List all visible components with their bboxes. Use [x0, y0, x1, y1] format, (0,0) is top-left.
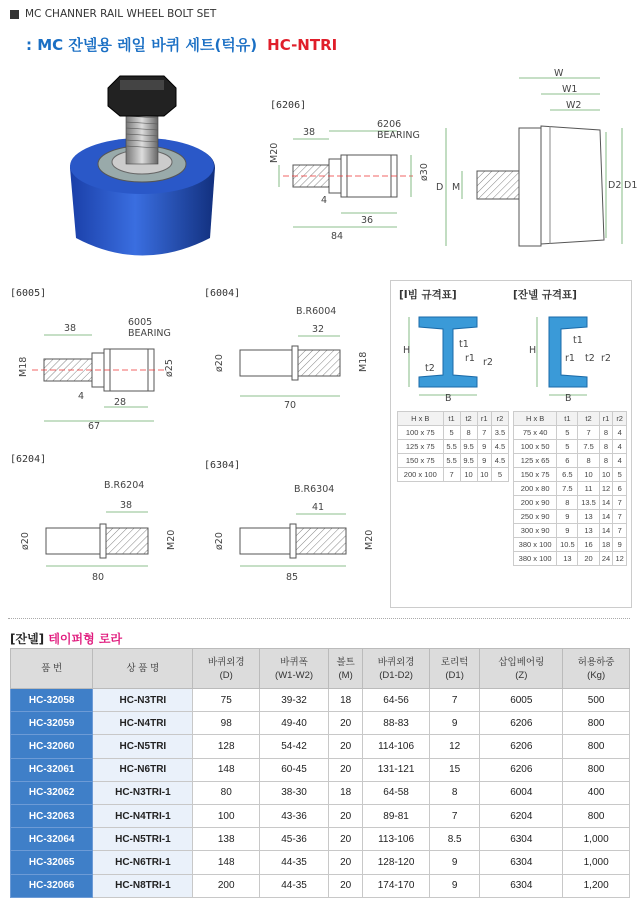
dim-6005-b: 4: [78, 391, 85, 402]
dim-6206-b: 4: [321, 195, 328, 206]
channel-cell: 13: [578, 524, 599, 538]
page-title-code: HC-NTRI: [267, 36, 338, 54]
channel-col-1: t1: [557, 412, 578, 426]
product-cell: 8.5: [429, 828, 479, 851]
ibeam-label-r2: r2: [483, 357, 493, 368]
channel-cell: 14: [599, 496, 613, 510]
dim-6304-c: M20: [364, 529, 375, 550]
channel-cell: 8: [599, 426, 613, 440]
drawing-6304: [200, 476, 385, 586]
product-cell: 6004: [480, 781, 563, 804]
channel-row: [514, 510, 627, 524]
section-divider: [8, 618, 630, 619]
bearing-6204: B.R6204: [104, 480, 145, 491]
ibeam-diagram: [399, 305, 509, 404]
product-cell: 44-35: [260, 851, 329, 874]
product-name: HC-N5TRI-1: [93, 828, 193, 851]
ibeam-cell: 4.5: [491, 440, 508, 454]
channel-cell: 7: [613, 496, 627, 510]
channel-row: [514, 482, 627, 496]
channel-spec-table: [513, 411, 627, 566]
ibeam-row: [398, 468, 509, 482]
drawing-6005-label: [6005]: [10, 288, 47, 299]
bearing-d6005-line-0: 6005: [128, 317, 153, 328]
ibeam-cell: 5: [443, 426, 460, 440]
ibeam-cell: 4.5: [491, 454, 508, 468]
ibeam-spec-table: [397, 411, 509, 482]
dim-6005-d: 67: [88, 421, 101, 432]
channel-cell: 9: [557, 524, 578, 538]
product-col-4: 볼트 (M): [329, 649, 363, 689]
bearing-d6206-line-0: 6206: [377, 119, 402, 130]
section-title-text: 테이퍼형 로라: [44, 632, 123, 646]
channel-cell: 4: [613, 426, 627, 440]
dim-side-d1: D1: [624, 180, 638, 191]
channel-spec-title: [잔넬 규격표]: [513, 289, 577, 301]
drawing-6304-label: [6304]: [204, 460, 241, 471]
dim-6304-d: 85: [286, 572, 299, 583]
channel-cell: 8: [578, 454, 599, 468]
drawing-6206-label: [6206]: [270, 100, 307, 111]
channel-cell: 6: [613, 482, 627, 496]
channel-cell: 125 x 65: [514, 454, 557, 468]
channel-cell: 7: [578, 426, 599, 440]
product-name: HC-N3TRI: [93, 689, 193, 712]
product-name: HC-N3TRI-1: [93, 781, 193, 804]
product-cell: 9: [429, 851, 479, 874]
channel-label-r1: r1: [565, 353, 575, 364]
channel-col-2: t2: [578, 412, 599, 426]
dim-6004-d: 70: [284, 400, 297, 411]
wheel-photo: [60, 68, 225, 268]
ibeam-cell: 100 x 75: [398, 426, 444, 440]
bearing-d6206-line-1: BEARING: [377, 130, 420, 141]
dim-6204-b: ø20: [20, 532, 31, 550]
bearing-d6005-line-1: BEARING: [128, 328, 171, 339]
drawing-side-view: [432, 68, 638, 258]
channel-cell: 4: [613, 440, 627, 454]
bearing-6005: [128, 317, 171, 339]
product-cell: 64-56: [363, 689, 430, 712]
ibeam-spec-title: [I빔 규격표]: [399, 289, 457, 301]
channel-cell: 380 x 100: [514, 538, 557, 552]
channel-row: [514, 538, 627, 552]
dim-6005-m: M18: [18, 356, 29, 377]
product-row: [11, 828, 630, 851]
section-title: [10, 630, 122, 647]
product-cell: 174-170: [363, 874, 430, 897]
product-cell: 113-106: [363, 828, 430, 851]
product-code: HC-32064: [11, 828, 93, 851]
product-code: HC-32061: [11, 758, 93, 781]
channel-cell: 18: [599, 538, 613, 552]
product-cell: 89-81: [363, 804, 430, 827]
channel-cell: 200 x 80: [514, 482, 557, 496]
product-row: [11, 781, 630, 804]
product-code: HC-32059: [11, 712, 93, 735]
dim-6304-b: ø20: [214, 532, 225, 550]
product-cell: 88-83: [363, 712, 430, 735]
product-cell: 39-32: [260, 689, 329, 712]
product-cell: 43-36: [260, 804, 329, 827]
product-row: [11, 851, 630, 874]
channel-cell: 10: [599, 468, 613, 482]
ibeam-label-t2: t2: [425, 363, 435, 374]
product-cell: 80: [193, 781, 260, 804]
ibeam-col-4: r2: [491, 412, 508, 426]
channel-cell: 75 x 40: [514, 426, 557, 440]
channel-col-3: r1: [599, 412, 613, 426]
channel-cell: 150 x 75: [514, 468, 557, 482]
product-cell: 45-36: [260, 828, 329, 851]
product-cell: 20: [329, 851, 363, 874]
product-cell: 148: [193, 851, 260, 874]
channel-cell: 10: [578, 468, 599, 482]
product-cell: 800: [563, 804, 630, 827]
channel-cell: 9: [613, 538, 627, 552]
ibeam-cell: 125 x 75: [398, 440, 444, 454]
product-cell: 500: [563, 689, 630, 712]
channel-cell: 7.5: [557, 482, 578, 496]
channel-label-h: H: [529, 345, 537, 356]
product-cell: 98: [193, 712, 260, 735]
product-row: [11, 804, 630, 827]
channel-diagram: [515, 305, 625, 404]
product-table: [10, 648, 630, 898]
product-cell: 20: [329, 712, 363, 735]
product-col-7: 삽입베어링 (Z): [480, 649, 563, 689]
header-subtitle: MC CHANNER RAIL WHEEL BOLT SET: [25, 8, 217, 20]
ibeam-col-2: t2: [460, 412, 477, 426]
product-col-2: 바퀴외경 (D): [193, 649, 260, 689]
ibeam-cell: 9: [477, 454, 491, 468]
ibeam-col-1: t1: [443, 412, 460, 426]
channel-cell: 6.5: [557, 468, 578, 482]
dim-6206-e: ø30: [419, 163, 430, 181]
product-code: HC-32066: [11, 874, 93, 897]
bearing-6004: B.R6004: [296, 306, 337, 317]
channel-row: [514, 552, 627, 566]
channel-row: [514, 454, 627, 468]
channel-row: [514, 468, 627, 482]
channel-cell: 100 x 50: [514, 440, 557, 454]
product-cell: 6005: [480, 689, 563, 712]
channel-label-t1: t1: [573, 335, 583, 346]
product-cell: 148: [193, 758, 260, 781]
ibeam-cell: 3.5: [491, 426, 508, 440]
bearing-6206-line1: [377, 119, 420, 141]
ibeam-row: [398, 454, 509, 468]
channel-cell: 8: [599, 440, 613, 454]
product-cell: 9: [429, 874, 479, 897]
product-cell: 138: [193, 828, 260, 851]
ibeam-cell: 200 x 100: [398, 468, 444, 482]
product-cell: 64-58: [363, 781, 430, 804]
product-col-6: 로리턱 (D1): [429, 649, 479, 689]
dim-6004-c: M18: [358, 351, 369, 372]
channel-label-r2: r2: [601, 353, 611, 364]
product-name: HC-N6TRI-1: [93, 851, 193, 874]
dim-6005-e: ø25: [164, 359, 175, 377]
product-name: HC-N4TRI: [93, 712, 193, 735]
channel-cell: 300 x 90: [514, 524, 557, 538]
product-cell: 7: [429, 689, 479, 712]
ibeam-cell: 10: [477, 468, 491, 482]
product-cell: 49-40: [260, 712, 329, 735]
channel-col-4: r2: [613, 412, 627, 426]
product-cell: 7: [429, 804, 479, 827]
drawing-6204-label: [6204]: [10, 454, 47, 465]
product-cell: 800: [563, 758, 630, 781]
product-cell: 6206: [480, 758, 563, 781]
page-title-text: : MC 잔넬용 레일 바퀴 세트(턱유): [26, 36, 258, 54]
product-row: [11, 758, 630, 781]
ibeam-cell: 7: [443, 468, 460, 482]
product-cell: 60-45: [260, 758, 329, 781]
product-cell: 6206: [480, 712, 563, 735]
product-cell: 20: [329, 828, 363, 851]
product-cell: 100: [193, 804, 260, 827]
product-code: HC-32065: [11, 851, 93, 874]
product-cell: 44-35: [260, 874, 329, 897]
product-cell: 18: [329, 689, 363, 712]
ibeam-cell: 9.5: [460, 440, 477, 454]
product-cell: 128: [193, 735, 260, 758]
channel-cell: 380 x 100: [514, 552, 557, 566]
ibeam-cell: 9.5: [460, 454, 477, 468]
product-name: HC-N8TRI-1: [93, 874, 193, 897]
dim-6204-d: 80: [92, 572, 105, 583]
product-cell: 114-106: [363, 735, 430, 758]
product-cell: 9: [429, 712, 479, 735]
channel-cell: 7.5: [578, 440, 599, 454]
ibeam-cell: 8: [460, 426, 477, 440]
channel-cell: 7: [613, 524, 627, 538]
channel-cell: 8: [599, 454, 613, 468]
drawing-6005: [8, 305, 208, 430]
product-row: [11, 712, 630, 735]
ibeam-label-b: B: [445, 393, 452, 404]
dim-6206-m: M20: [269, 142, 280, 163]
product-cell: 20: [329, 874, 363, 897]
channel-cell: 14: [599, 524, 613, 538]
product-col-3: 바퀴폭 (W1-W2): [260, 649, 329, 689]
ibeam-cell: 9: [477, 440, 491, 454]
product-cell: 18: [329, 781, 363, 804]
product-cell: 38-30: [260, 781, 329, 804]
header-subtitle-row: [10, 8, 216, 20]
channel-cell: 10.5: [557, 538, 578, 552]
dim-side-m: M: [452, 182, 461, 193]
product-cell: 1,000: [563, 851, 630, 874]
spec-tables-panel: [390, 280, 632, 608]
product-col-8: 허용하중 (Kg): [563, 649, 630, 689]
ibeam-row: [398, 426, 509, 440]
ibeam-cell: 5.5: [443, 454, 460, 468]
product-cell: 6204: [480, 804, 563, 827]
product-cell: 6304: [480, 851, 563, 874]
channel-cell: 20: [578, 552, 599, 566]
product-cell: 1,000: [563, 828, 630, 851]
dim-side-w2: W2: [566, 100, 582, 111]
channel-cell: 16: [578, 538, 599, 552]
product-cell: 400: [563, 781, 630, 804]
channel-label-b: B: [565, 393, 572, 404]
product-cell: 800: [563, 712, 630, 735]
product-col-1: 상 품 명: [93, 649, 193, 689]
channel-row: [514, 426, 627, 440]
product-col-0: 품 번: [11, 649, 93, 689]
dim-6206-d: 84: [331, 231, 344, 242]
product-col-5: 바퀴외경 (D1-D2): [363, 649, 430, 689]
channel-cell: 250 x 90: [514, 510, 557, 524]
ibeam-row: [398, 440, 509, 454]
channel-cell: 14: [599, 510, 613, 524]
product-row: [11, 689, 630, 712]
ibeam-col-3: r1: [477, 412, 491, 426]
product-cell: 6304: [480, 874, 563, 897]
channel-cell: 200 x 90: [514, 496, 557, 510]
product-cell: 128-120: [363, 851, 430, 874]
bearing-6304: B.R6304: [294, 484, 335, 495]
channel-row: [514, 524, 627, 538]
product-name: HC-N4TRI-1: [93, 804, 193, 827]
channel-cell: 12: [613, 552, 627, 566]
product-cell: 20: [329, 804, 363, 827]
ibeam-cell: 7: [477, 426, 491, 440]
channel-col-0: H x B: [514, 412, 557, 426]
ibeam-label-h: H: [403, 345, 411, 356]
product-cell: 20: [329, 735, 363, 758]
dim-6005-c: 28: [114, 397, 127, 408]
product-cell: 200: [193, 874, 260, 897]
product-code: HC-32060: [11, 735, 93, 758]
ibeam-cell: 150 x 75: [398, 454, 444, 468]
page-title: [26, 34, 337, 55]
channel-cell: 5: [613, 468, 627, 482]
channel-cell: 13.5: [578, 496, 599, 510]
channel-row: [514, 440, 627, 454]
product-cell: 75: [193, 689, 260, 712]
product-name: HC-N5TRI: [93, 735, 193, 758]
dim-6204-c: M20: [166, 529, 177, 550]
product-row: [11, 874, 630, 897]
product-cell: 6304: [480, 828, 563, 851]
dim-6206-c: 36: [361, 215, 374, 226]
channel-cell: 5: [557, 426, 578, 440]
ibeam-label-t1: t1: [459, 339, 469, 350]
ibeam-cell: 10: [460, 468, 477, 482]
channel-cell: 5: [557, 440, 578, 454]
product-cell: 8: [429, 781, 479, 804]
channel-cell: 12: [599, 482, 613, 496]
dim-6204-a: 38: [120, 500, 133, 511]
dim-6005-a: 38: [64, 323, 77, 334]
dim-6206-bearing: [377, 119, 420, 141]
product-name: HC-N6TRI: [93, 758, 193, 781]
product-cell: 12: [429, 735, 479, 758]
drawing-6204: [8, 470, 193, 590]
dim-6004-b: ø20: [214, 354, 225, 372]
ibeam-cell: 5: [491, 468, 508, 482]
product-code: HC-32063: [11, 804, 93, 827]
product-cell: 20: [329, 758, 363, 781]
product-cell: 6206: [480, 735, 563, 758]
ibeam-label-r1: r1: [465, 353, 475, 364]
ibeam-cell: 5.5: [443, 440, 460, 454]
channel-cell: 11: [578, 482, 599, 496]
channel-row: [514, 496, 627, 510]
product-code: HC-32062: [11, 781, 93, 804]
channel-cell: 24: [599, 552, 613, 566]
drawing-6004-label: [6004]: [204, 288, 241, 299]
product-cell: 131-121: [363, 758, 430, 781]
dim-side-w: W: [554, 68, 564, 79]
channel-cell: 7: [613, 510, 627, 524]
dim-side-d2: D2: [608, 180, 622, 191]
dim-6206-a: 38: [303, 127, 316, 138]
product-cell: 15: [429, 758, 479, 781]
channel-cell: 13: [557, 552, 578, 566]
channel-cell: 6: [557, 454, 578, 468]
square-bullet-icon: [10, 10, 19, 19]
ibeam-col-0: H x B: [398, 412, 444, 426]
dim-side-w1: W1: [562, 84, 578, 95]
channel-cell: 13: [578, 510, 599, 524]
product-cell: 1,200: [563, 874, 630, 897]
dim-side-d: D: [436, 182, 444, 193]
channel-label-t2: t2: [585, 353, 595, 364]
dim-6004-a: 32: [312, 324, 325, 335]
product-cell: 800: [563, 735, 630, 758]
drawing-6004: [200, 300, 385, 420]
product-cell: 54-42: [260, 735, 329, 758]
dim-6304-a: 41: [312, 502, 325, 513]
channel-cell: 8: [557, 496, 578, 510]
product-code: HC-32058: [11, 689, 93, 712]
section-title-prefix: [잔넬]: [10, 632, 45, 646]
channel-cell: 9: [557, 510, 578, 524]
product-row: [11, 735, 630, 758]
channel-cell: 4: [613, 454, 627, 468]
